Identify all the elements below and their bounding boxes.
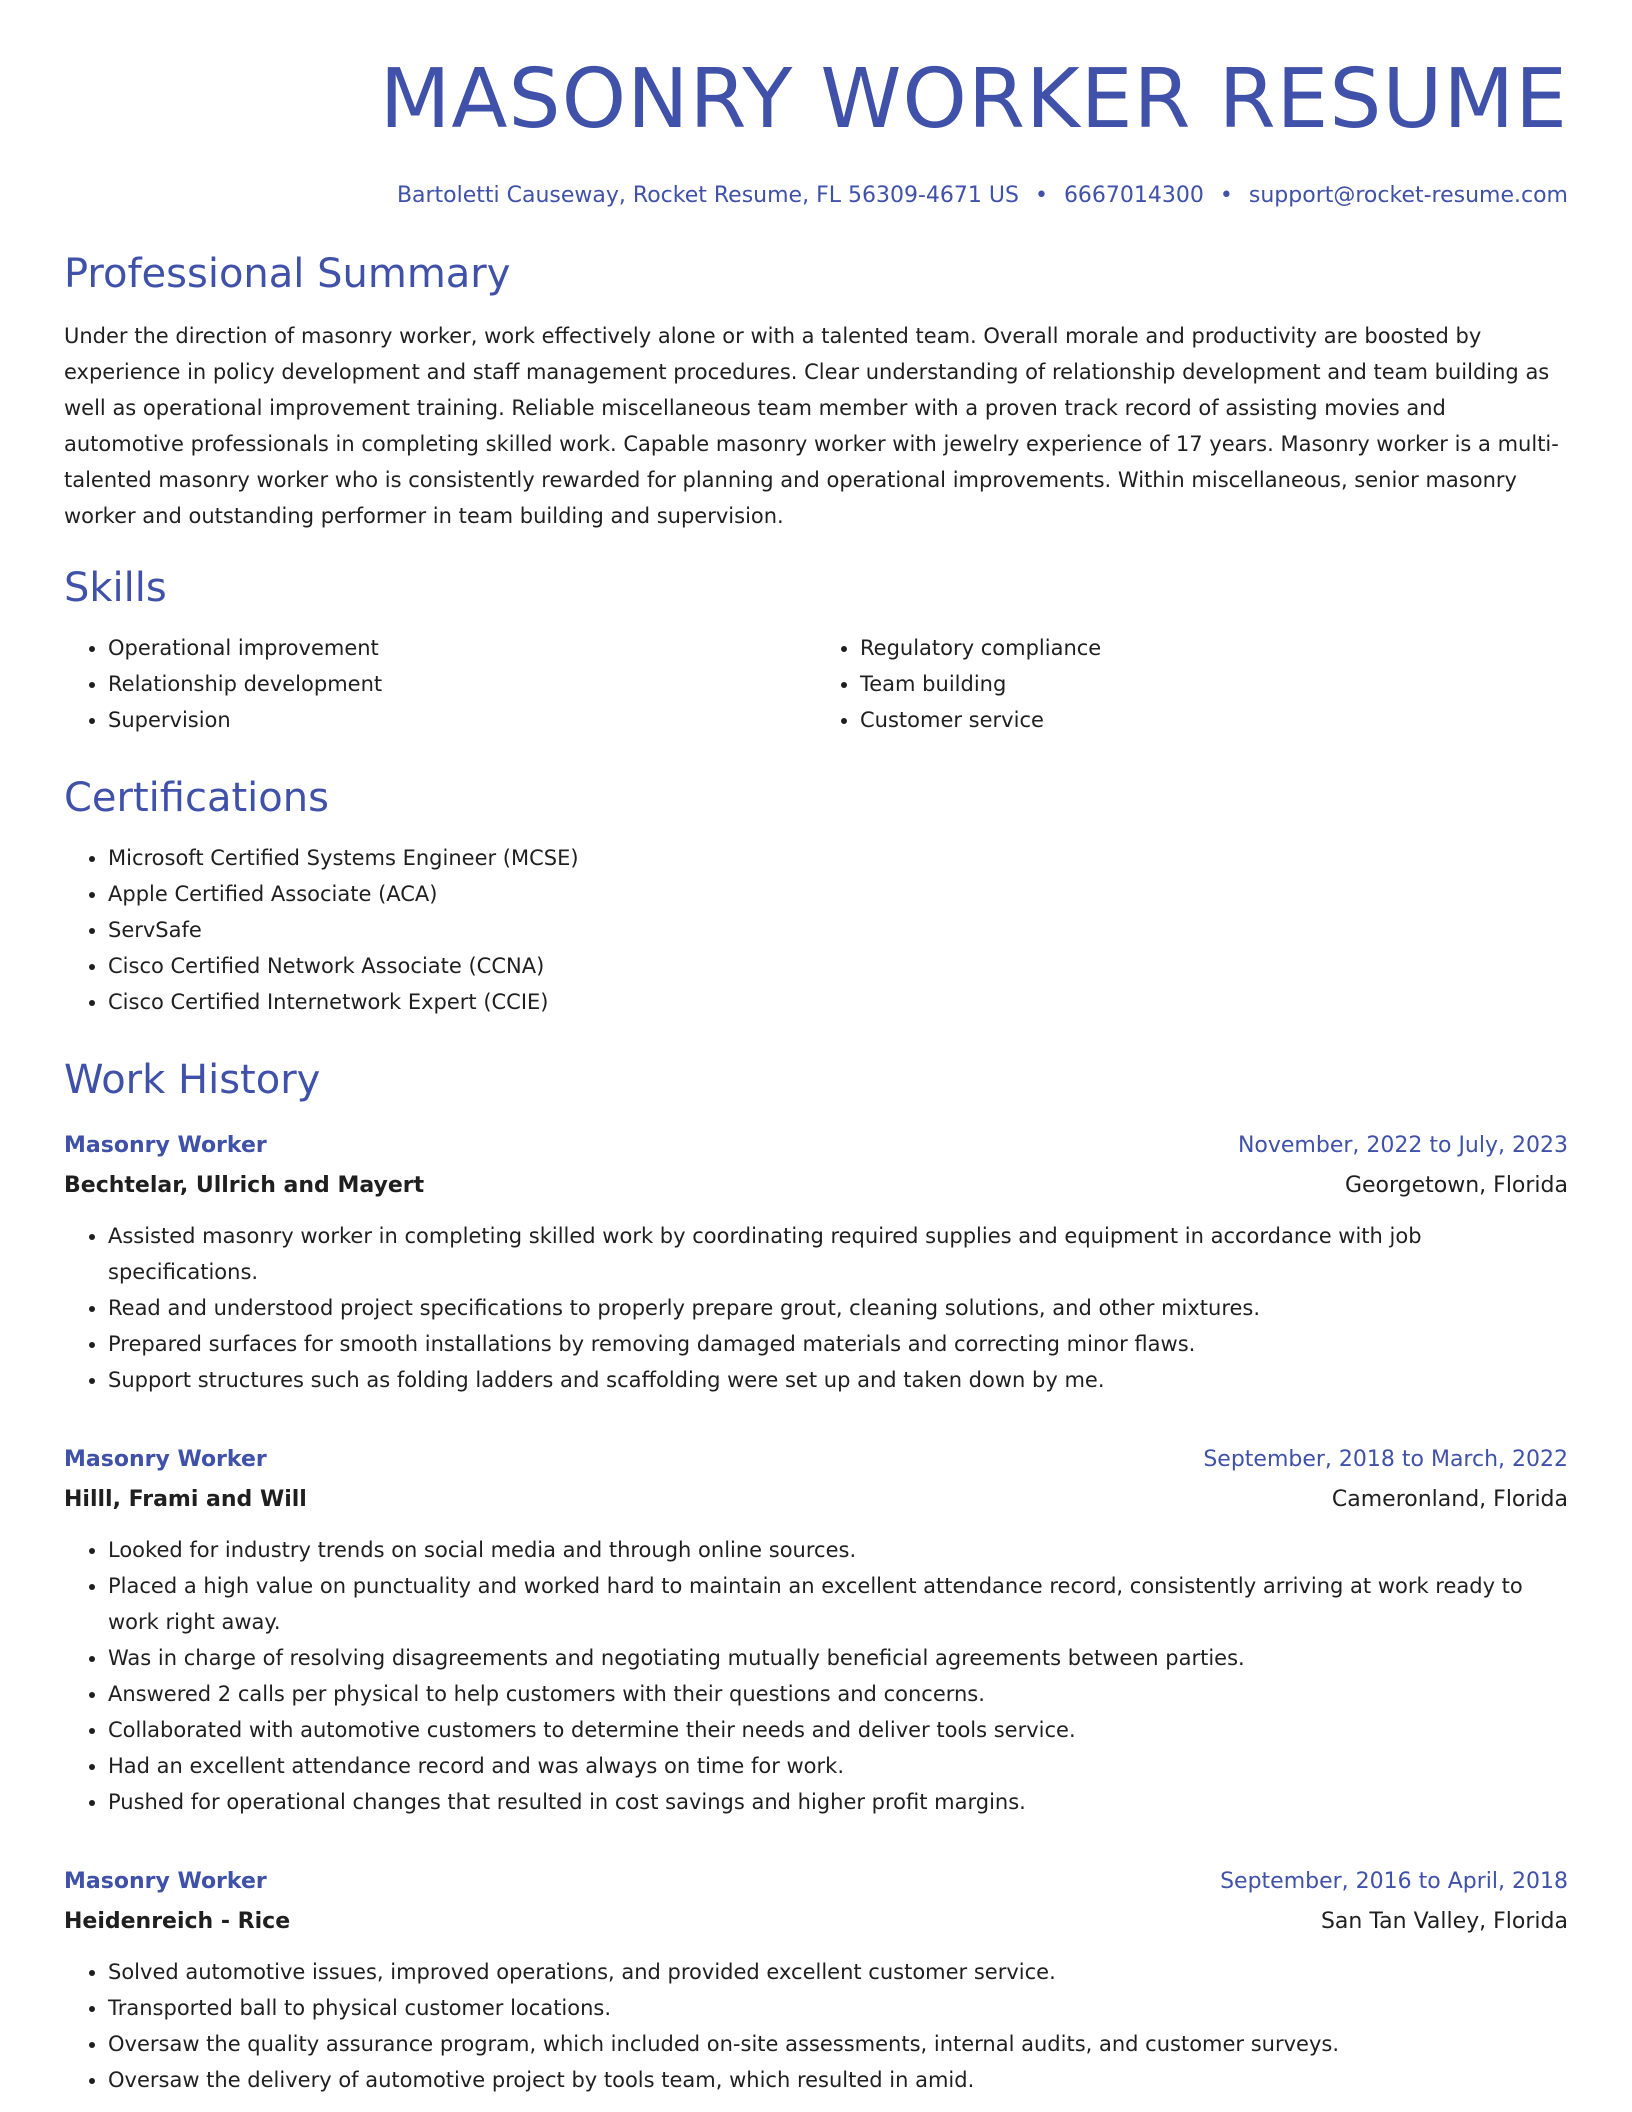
skills-heading: Skills <box>64 565 167 611</box>
job-bullet: • Had an excellent attendance record and was always on time for work. <box>108 1748 1568 1784</box>
job-bullet: • Read and understood project specifications to properly prepare grout, cleaning solutions, and other mixtures. <box>108 1290 1568 1326</box>
job-bullet: • Assisted masonry worker in completing skilled work by coordinating required supplies and equipment in accordance with job specifications. <box>108 1218 1568 1290</box>
job-title: Masonry Worker <box>64 1447 267 1472</box>
job-bullet: • Transported ball to physical customer locations. <box>108 1990 1568 2026</box>
job-bullet: • Was in charge of resolving disagreements and negotiating mutually beneficial agreements between parties. <box>108 1640 1568 1676</box>
certification-item: • Cisco Certified Internetwork Expert (CCIE) <box>108 984 1568 1020</box>
certification-item: • ServSafe <box>108 912 1568 948</box>
job-bullet: • Placed a high value on punctuality and worked hard to maintain an excellent attendance record, consistently arriving at work ready to work right away. <box>108 1568 1568 1640</box>
certifications-list <box>64 840 1568 1020</box>
job-dates: November, 2022 to July, 2023 <box>1237 1133 1568 1158</box>
job-location: Cameronland, Florida <box>1331 1487 1568 1512</box>
job-bullets <box>64 1532 1568 1820</box>
job-company: Bechtelar, Ullrich and Mayert <box>64 1173 425 1198</box>
contact-separator: • <box>1219 183 1233 208</box>
job-entry <box>64 1864 1568 2098</box>
job-bullet: • Collaborated with automotive customers to determine their needs and deliver tools service. <box>108 1712 1568 1748</box>
certification-item: • Apple Certified Associate (ACA) <box>108 876 1568 912</box>
job-bullet: • Solved automotive issues, improved operations, and provided excellent customer service. <box>108 1954 1568 1990</box>
skills-column-right <box>816 630 1568 738</box>
skill-item: • Operational improvement <box>108 630 816 666</box>
contact-phone[interactable]: 6667014300 <box>1063 183 1204 208</box>
skill-item: • Regulatory compliance <box>860 630 1568 666</box>
job-bullet: • Prepared surfaces for smooth installations by removing damaged materials and correcting minor flaws. <box>108 1326 1568 1362</box>
contact-address: Bartoletti Causeway, Rocket Resume, FL 56309-4671 US <box>396 183 1019 208</box>
job-title: Masonry Worker <box>64 1133 267 1158</box>
job-company: Heidenreich - Rice <box>64 1909 291 1934</box>
job-bullet: • Answered 2 calls per physical to help customers with their questions and concerns. <box>108 1676 1568 1712</box>
certification-item: • Cisco Certified Network Associate (CCNA) <box>108 948 1568 984</box>
job-dates: September, 2016 to April, 2018 <box>1220 1869 1568 1894</box>
job-title: Masonry Worker <box>64 1869 267 1894</box>
job-location: Georgetown, Florida <box>1344 1173 1568 1198</box>
certifications-heading: Certifications <box>64 775 329 821</box>
skill-item: • Team building <box>860 666 1568 702</box>
job-bullet: • Pushed for operational changes that resulted in cost savings and higher profit margins. <box>108 1784 1568 1820</box>
job-bullet: • Support structures such as folding ladders and scaffolding were set up and taken down by me. <box>108 1362 1568 1398</box>
resume-title: MASONRY WORKER RESUME <box>379 52 1568 147</box>
skill-item: • Supervision <box>108 702 816 738</box>
job-location: San Tan Valley, Florida <box>1320 1909 1568 1934</box>
job-entry <box>64 1442 1568 1820</box>
contact-separator: • <box>1034 183 1048 208</box>
work-history-heading: Work History <box>64 1057 321 1103</box>
contact-email[interactable]: support@rocket-resume.com <box>1248 183 1568 208</box>
contact-line <box>64 180 1568 212</box>
skill-item: • Relationship development <box>108 666 816 702</box>
job-bullet: • Oversaw the delivery of automotive project by tools team, which resulted in amid. <box>108 2062 1568 2098</box>
skills-column-left <box>64 630 816 738</box>
job-bullets <box>64 1954 1568 2098</box>
job-company: Hilll, Frami and Will <box>64 1487 307 1512</box>
job-bullet: • Oversaw the quality assurance program, which included on-site assessments, internal audits, and customer surveys. <box>108 2026 1568 2062</box>
summary-text: Under the direction of masonry worker, work effectively alone or with a talented team. Overall morale and productivity are boosted by experience in policy development and staff management procedures. Clear understanding of relationship development and team building as well as operational improvement training. Reliable miscellaneous team member with a proven track record of assisting movies and automotive professionals in completing skilled work. Capable masonry worker with jewelry experience of 17 years. Masonry worker is a multi-talented masonry worker who is consistently rewarded for planning and operational improvements. Within miscellaneous, senior masonry worker and outstanding performer in team building and supervision. <box>64 324 1559 528</box>
job-entry <box>64 1128 1568 1398</box>
skills-list <box>64 630 1568 738</box>
job-bullets <box>64 1218 1568 1398</box>
job-dates: September, 2018 to March, 2022 <box>1203 1447 1568 1472</box>
job-bullet: • Looked for industry trends on social media and through online sources. <box>108 1532 1568 1568</box>
certification-item: • Microsoft Certified Systems Engineer (MCSE) <box>108 840 1568 876</box>
summary-heading: Professional Summary <box>64 251 511 297</box>
skill-item: • Customer service <box>860 702 1568 738</box>
